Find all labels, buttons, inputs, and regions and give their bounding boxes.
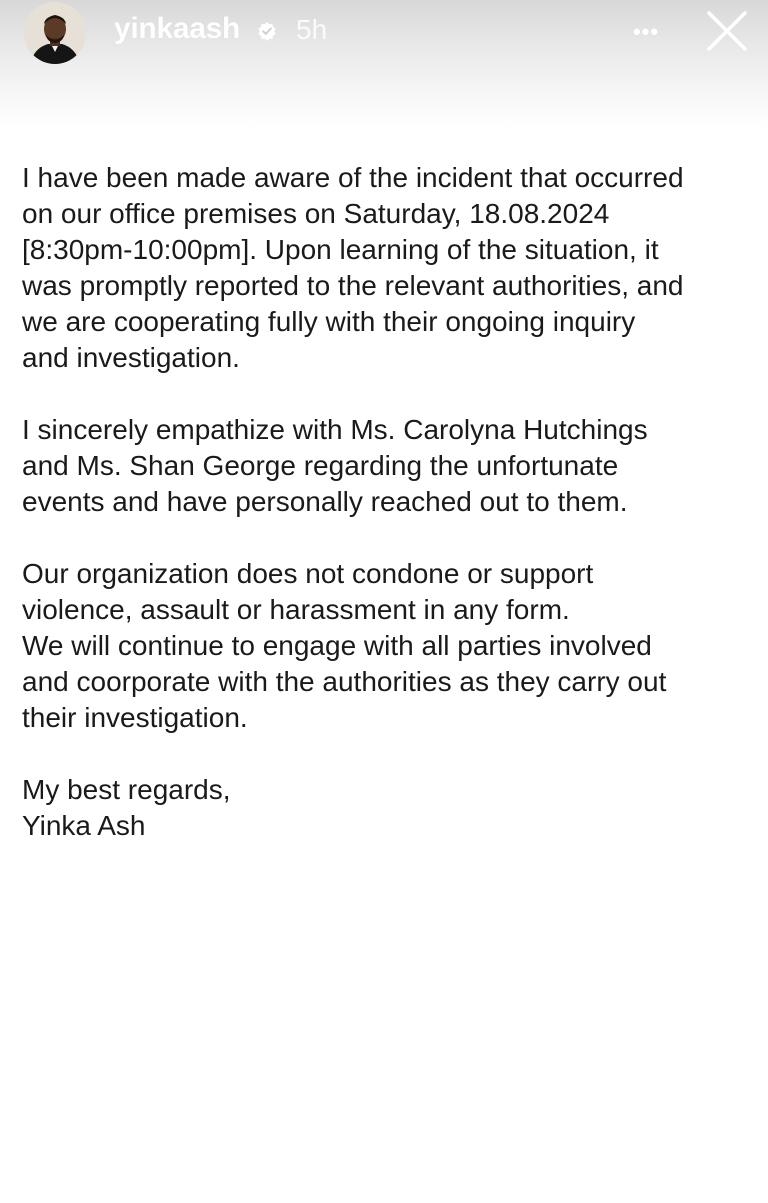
statement-text (22, 160, 752, 844)
story-header (0, 0, 768, 64)
close-icon[interactable] (704, 8, 750, 54)
post-time: 5h (296, 14, 328, 45)
statement-paragraph-2: I sincerely empathize with Ms. Carolyna Hutchings and Ms. Shan George regarding the unfortunate events and have personally reached out to them. (22, 414, 648, 517)
statement-closing: My best regards, Yinka Ash (22, 774, 231, 841)
more-options-button[interactable]: ••• (632, 19, 660, 44)
username[interactable]: yinkaash (114, 12, 241, 45)
avatar-image (24, 2, 86, 64)
statement-paragraph-1: I have been made aware of the incident that occurred on our office premises on Saturday, 18.08.2024 [8:30pm-10:00pm]. Upon learning of the situation, it was promptly reported to the relevant authorities, and we are cooperating fully with their ongoing inquiry and investigation. (22, 162, 684, 373)
verified-badge-icon (257, 21, 277, 41)
profile-avatar[interactable] (24, 2, 86, 64)
statement-paragraph-3: Our organization does not condone or support violence, assault or harassment in any form. We will continue to engage with all parties involved and coorporate with the authorities as they carry out their investigation. (22, 558, 667, 733)
